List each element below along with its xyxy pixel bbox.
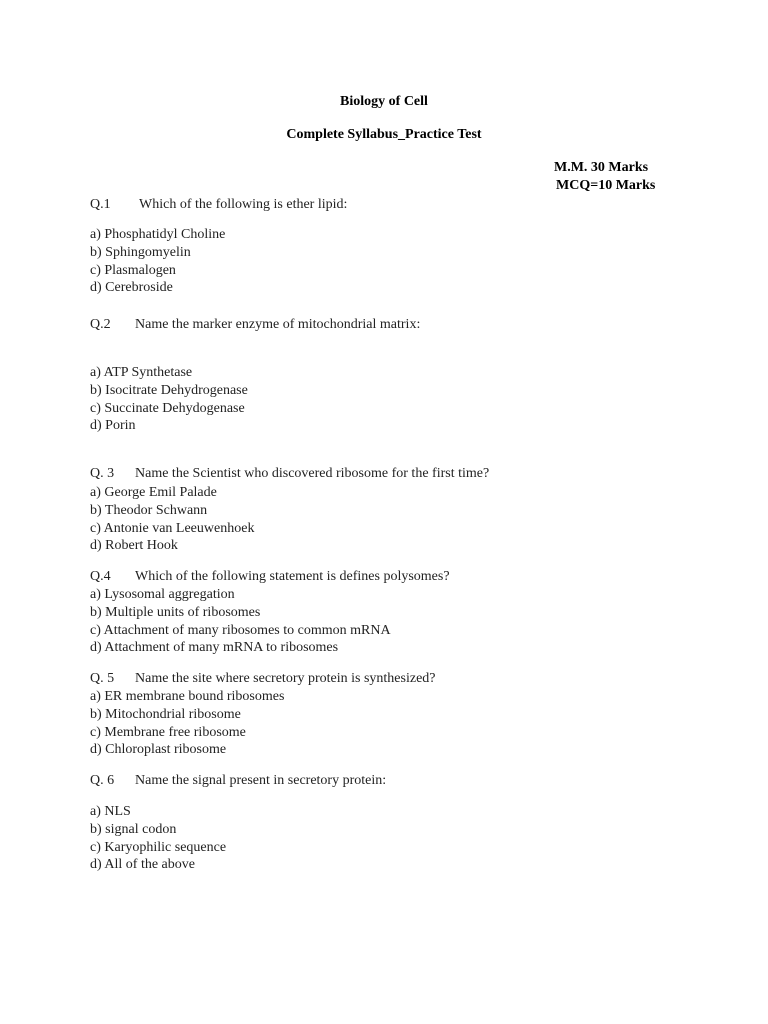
question-6-options <box>90 803 226 874</box>
option: d) Porin <box>90 418 136 434</box>
option: d) Attachment of many mRNA to ribosomes <box>90 640 339 656</box>
question-number: Q.2 <box>90 317 111 332</box>
question-number: Q. 6 <box>90 773 115 788</box>
question-6 <box>90 773 387 789</box>
option: d) Cerebroside <box>90 280 173 296</box>
option: c) Plasmalogen <box>90 262 176 278</box>
document-subtitle: Complete Syllabus_Practice Test <box>286 127 482 142</box>
option: d) Chloroplast ribosome <box>90 742 227 758</box>
option: a) Phosphatidyl Choline <box>90 227 226 242</box>
question-text: Which of the following statement is defines polysomes? <box>135 569 450 584</box>
option: c) Succinate Dehydogenase <box>90 400 245 416</box>
option: b) Sphingomyelin <box>90 244 191 260</box>
question-text: Which of the following is ether lipid: <box>139 197 348 212</box>
question-4-options <box>90 586 391 657</box>
option: b) Isocitrate Dehydrogenase <box>90 382 248 398</box>
option: d) Robert Hook <box>90 538 178 554</box>
question-text: Name the signal present in secretory protein: <box>135 773 387 788</box>
question-1-options <box>90 226 225 297</box>
option: a) NLS <box>90 804 131 819</box>
question-text: Name the Scientist who discovered ribosome for the first time? <box>135 466 490 481</box>
mcq-marks: MCQ=10 Marks <box>556 178 656 193</box>
option: b) Theodor Schwann <box>90 502 208 518</box>
question-number: Q. 3 <box>90 466 115 481</box>
question-5-options <box>90 688 284 759</box>
question-number: Q. 5 <box>90 671 115 686</box>
question-4 <box>90 569 450 585</box>
max-marks: M.M. 30 Marks <box>554 160 649 175</box>
question-5 <box>90 671 436 687</box>
question-2-options <box>90 364 248 435</box>
question-3-options <box>90 484 254 555</box>
option: a) George Emil Palade <box>90 485 217 500</box>
option: c) Antonie van Leeuwenhoek <box>90 520 255 536</box>
option: a) ATP Synthetase <box>90 365 193 380</box>
option: a) Lysosomal aggregation <box>90 587 235 602</box>
option: c) Attachment of many ribosomes to common mRNA <box>90 622 391 638</box>
option: b) Mitochondrial ribosome <box>90 706 241 722</box>
question-number: Q.1 <box>90 197 111 212</box>
question-1 <box>90 197 348 213</box>
option: c) Membrane free ribosome <box>90 724 246 740</box>
question-text: Name the marker enzyme of mitochondrial matrix: <box>135 317 421 332</box>
question-number: Q.4 <box>90 569 111 584</box>
option: d) All of the above <box>90 857 195 873</box>
option: a) ER membrane bound ribosomes <box>90 689 285 704</box>
question-3 <box>90 466 490 482</box>
option: b) Multiple units of ribosomes <box>90 604 261 620</box>
option: c) Karyophilic sequence <box>90 839 227 855</box>
document-title: Biology of Cell <box>340 94 428 109</box>
question-text: Name the site where secretory protein is synthesized? <box>135 671 436 686</box>
question-2 <box>90 317 421 333</box>
option: b) signal codon <box>90 821 177 837</box>
